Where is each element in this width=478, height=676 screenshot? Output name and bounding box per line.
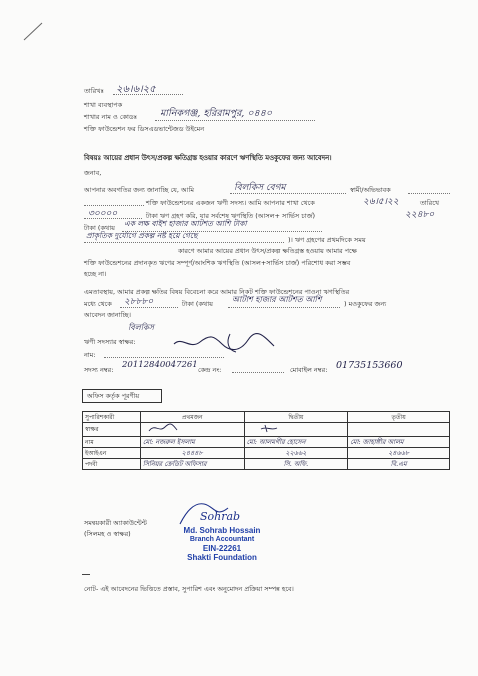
subject-line: বিষয়ঃ আয়ের প্রধান উৎস/প্রকল্প ক্ষতিগ্রস্ত হওয়ার কারণে ঋণস্থিতি মওকুফের জন্য আবেদন। — [84, 154, 332, 162]
footer-note: নোট- এই আবেদনের ভিত্তিতে প্রস্তাব, সুপারিশ এবং অনুমোদন প্রক্রিয়া সম্পন্ন হবে। — [84, 585, 294, 593]
accountant-signature: Sohrab — [200, 510, 241, 523]
note-divider — [82, 574, 90, 575]
member-no-label: সদস্য নম্বর: — [84, 366, 114, 374]
org-name: শক্তি ফাউন্ডেশন ফর ডিসএডভান্টেজড উইমেন — [84, 125, 205, 133]
date-line — [113, 94, 183, 95]
table-row — [83, 448, 450, 459]
corner-mark-icon — [22, 20, 46, 42]
body-p2-d: ) মওকুফের জন্য — [344, 300, 387, 308]
member-name-value: বিলকিস বেগম — [234, 183, 286, 193]
body-p1-i: শক্তি ফাউন্ডেশনের প্রদানকৃত ঋণের সম্পূর্ণ/আংশিক ঋণস্থিতি (আসল+সার্ভিস চার্জ) পরিশোধ করা সম্ভব — [84, 259, 351, 267]
table-header-cell: সুপারিশকারী — [83, 412, 141, 423]
body-p2-e: আবেদন জানাচ্ছি। — [84, 311, 131, 319]
row-label: স্বাক্ষর — [83, 423, 141, 437]
table-cell: মো: জাহাঙ্গীর আলম — [348, 437, 450, 448]
accountant-signature-icon — [176, 498, 236, 528]
body-p2-a: এমতাবস্থায়, আমার প্রকল্প ক্ষতির বিষয় বিবেচনা করে আমার নিকট শক্তি ফাউন্ডেশনের পাওনা ঋণস্থিতির — [84, 288, 350, 296]
branch-name-label: শাখার নাম ও কোডঃ — [84, 113, 138, 121]
signature-cell — [348, 423, 450, 437]
table-cell: সিনিয়র ক্রেডিট অফিসার — [140, 459, 244, 470]
member-name-line — [230, 193, 346, 194]
body-p1-h: কারণে আমার আয়ের প্রধান উৎস/প্রকল্প ক্ষতিগ্রস্ত হওয়ায় আমার পক্ষে — [178, 247, 357, 255]
accountant-label: সমন্বয়কারী অ্যাকাউন্টেন্ট — [84, 519, 147, 527]
table-cell: সি. অফি. — [244, 459, 348, 470]
body-p2-b: মধ্যে থেকে — [84, 300, 112, 308]
center-no-label: কেন্দ্র নং: — [198, 366, 222, 374]
row-label: ইআইএন — [83, 448, 141, 459]
waiver-words-value: আটাশ হাজার আটশত আশি — [232, 295, 322, 304]
signature-cell — [244, 423, 348, 437]
office-section-box — [82, 389, 162, 403]
date-value: ২৬।৬।২৫ — [116, 84, 156, 95]
stamp-ein: EIN-22261 — [202, 544, 242, 553]
table-cell: মো: আলমগীর হোসেন — [244, 437, 348, 448]
body-p1-c: শক্তি ফাউন্ডেশনের একজন ঋণী সদস্য। আমি আপনার শাখা থেকে — [146, 199, 315, 207]
reason-value: প্রাকৃতিক দুর্যোগে প্রকল্প নষ্ট হয়ে গেছে — [86, 231, 198, 240]
table-row — [83, 459, 450, 470]
balance-words-value: এক লক্ষ বাইশ হাজার আটশত আশি টাকা — [124, 219, 247, 228]
row-label: পদবী — [83, 459, 141, 470]
date-label: তারিখঃ — [84, 87, 104, 95]
body-p1-f: টাকা (কথায় — [84, 224, 115, 232]
member-name-field-line — [104, 357, 224, 358]
body-p1-g: )। ঋণ গ্রহণের প্রথমদিকে সময় — [288, 236, 366, 244]
table-row — [83, 423, 450, 437]
balance-value: ২২৪৮০ — [405, 210, 435, 220]
table-cell: বি.এম — [348, 459, 450, 470]
waiver-amount-line — [120, 307, 178, 308]
body-p1-b: স্বামী/অভিভাবক — [350, 186, 391, 194]
accountant-stamp — [176, 526, 268, 562]
member-signature-mark: বিলকিস — [128, 323, 154, 332]
branch-name-value: মানিকগঞ্জ, হরিরামপুর, ০৪৪০ — [160, 108, 273, 119]
loan-date-value: ২৬।৫।২২ — [363, 197, 399, 207]
signature-icon — [247, 423, 287, 433]
table-cell: ২২৬৬২ — [244, 448, 348, 459]
approval-table — [82, 411, 450, 470]
table-header-cell: দ্বিতীয় — [244, 412, 348, 423]
member-name-label: নাম: — [84, 351, 96, 359]
table-row — [83, 437, 450, 448]
center-no-line — [232, 372, 284, 373]
branch-name-line — [155, 120, 315, 121]
table-cell: মো: নজরুল ইসলাম — [140, 437, 244, 448]
body-p1-a: আপনার অবগতির জন্য জানাচ্ছি যে, আমি — [84, 186, 195, 194]
mobile-label: মোবাইল নম্বর: — [290, 366, 328, 374]
body-p1-d: তারিখে — [420, 199, 440, 207]
mobile-value: 01735153660 — [336, 360, 403, 371]
table-cell: ২৪৬৬৮ — [348, 448, 450, 459]
member-no-value: 20112840047261 — [122, 360, 198, 370]
body-p1-e: টাকা ঋণ গ্রহণ করি, যার সর্বশেষ ঋণস্থিতি (আসল+ সার্ভিস চার্জ) — [146, 212, 316, 220]
table-header-cell: তৃতীয় — [348, 412, 450, 423]
member-signature-icon — [170, 330, 280, 356]
accountant-seal-label: (সিলমহ ও স্বাক্ষর) — [84, 530, 131, 538]
signature-cell — [140, 423, 244, 437]
waiver-words-line — [228, 307, 340, 308]
body-p1-j: হচ্ছে না। — [84, 270, 107, 278]
guardian-line — [408, 193, 450, 194]
table-header-cell: প্রথমজন — [140, 412, 244, 423]
member-sign-label: ঋণী সদস্যার স্বাক্ষর: — [84, 338, 136, 346]
office-section-label: অফিস কর্তৃক পূরণীয় — [87, 392, 140, 400]
stamp-org: Shakti Foundation — [187, 553, 257, 562]
reason-line — [84, 242, 284, 243]
row-label: নাম — [83, 437, 141, 448]
stamp-name: Md. Sohrab Hossain — [183, 526, 261, 535]
table-header-row — [83, 412, 450, 423]
signature-icon — [143, 423, 183, 433]
loan-amount-value: ৩০০০০ — [88, 209, 118, 219]
branch-manager-label: শাখা ব্যবস্থাপক — [84, 101, 123, 109]
table-cell: ২৪৪৪৮ — [140, 448, 244, 459]
stamp-title: Branch Accountant — [189, 536, 255, 543]
salutation: জনাব, — [84, 169, 102, 177]
body-p2-c: টাকা (কথায় — [182, 300, 213, 308]
waiver-amount-value: ২৮৮৮০ — [124, 297, 154, 307]
